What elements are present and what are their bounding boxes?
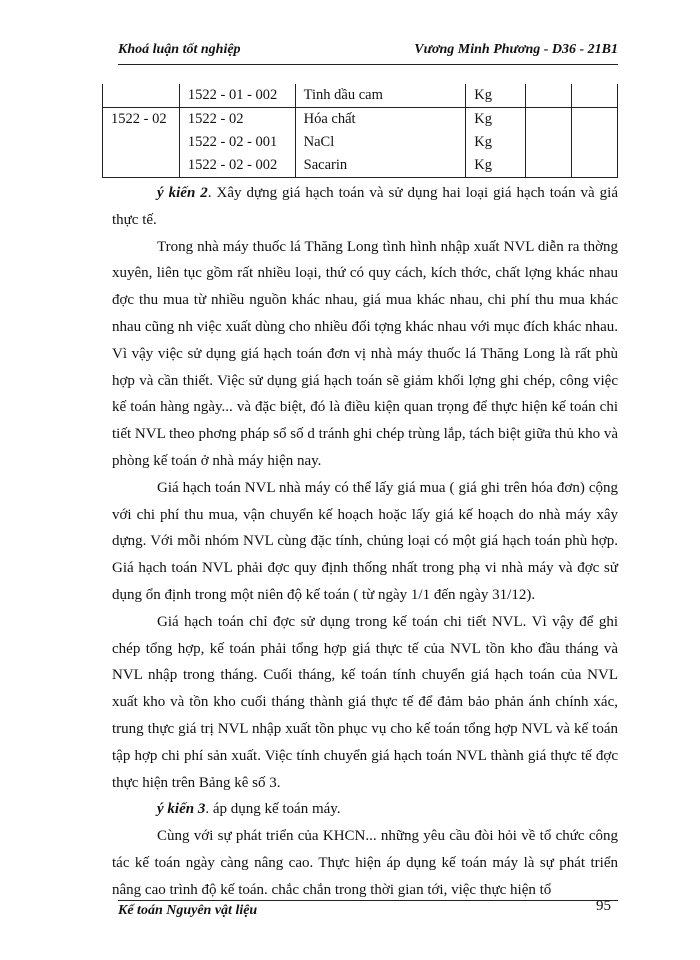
table-cell-name: Hóa chất — [295, 108, 466, 132]
table-cell-name: Tinh dầu cam — [295, 84, 466, 108]
table-cell-unit: Kg — [466, 84, 526, 108]
table-cell-group — [103, 131, 180, 154]
paragraph-4: Cùng với sự phát triển của KHCN... những yêu cầu đòi hỏi về tổ chức công tác kế toán ngày càng nâng cao. Thực hiện áp dụng kế toán máy là sự phát triển nâng cao trình độ kế toán. chắc chắn trong thời gian tới, việc thực hiện tổ — [112, 828, 618, 898]
opinion-2-paragraph — [112, 180, 618, 234]
table-cell-empty — [572, 131, 618, 154]
body-text — [112, 180, 618, 904]
table-cell-empty — [526, 108, 572, 132]
table-cell-empty — [572, 154, 618, 178]
table-cell-name: Sacarin — [295, 154, 466, 178]
table-row — [103, 131, 618, 154]
table-cell-empty — [526, 154, 572, 178]
page-number: 95 — [596, 898, 611, 914]
table-cell-group: 1522 - 02 — [103, 108, 180, 132]
footer-divider — [118, 900, 618, 901]
table-cell-code: 1522 - 02 - 002 — [179, 154, 295, 178]
table-row — [103, 154, 618, 178]
table-cell-code: 1522 - 02 - 001 — [179, 131, 295, 154]
table-cell-unit: Kg — [466, 108, 526, 132]
footer-title: Kế toán Nguyên vật liệu — [118, 903, 258, 918]
table-cell-unit: Kg — [466, 154, 526, 178]
material-code-table — [102, 84, 618, 178]
page-header — [118, 40, 618, 65]
table-cell-name: NaCl — [295, 131, 466, 154]
paragraph-2: Giá hạch toán NVL nhà máy có thể lấy giá mua ( giá ghi trên hóa đơn) cộng với chi phí thu mua, vận chuyển kế hoạch hoặc lấy giá kế hoạch do nhà máy xây dựng. Với mỗi nhóm NVL cùng đặc tính, chủng loại có một giá hạch toán phù hợp. Giá hạch toán NVL phải đợc quy định thống nhất trong phạ vi nhà máy và đợc sử dụng ổn định trong một niên độ kế toán ( từ ngày 1/1 đến ngày 31/12). — [112, 479, 618, 603]
table-cell-empty — [526, 131, 572, 154]
table-cell-code: 1522 - 01 - 002 — [179, 84, 295, 108]
opinion-3-paragraph — [112, 796, 618, 823]
table-cell-group — [103, 154, 180, 178]
opinion-3-text: . áp dụng kế toán máy. — [205, 801, 341, 818]
paragraph-1: Trong nhà máy thuốc lá Thăng Long tình hình nhập xuất NVL diễn ra thờng xuyên, liên tục gồm rất nhiều loại, thứ có quy cách, kích thớc, chất lợng khác nhau đợc thu mua từ nhiều nguồn khác nhau, giá mua khác nhau, chi phí thu mua khác nhau cũng nh việc xuất dùng cho nhiều đối tợng khác nhau với mục đích khác nhau. Vì vậy việc sử dụng giá hạch toán đơn vị nhà máy thuốc lá Thăng Long là rất phù hợp và cần thiết. Việc sử dụng giá hạch toán sẽ giảm khối lợng ghi chép, công việc kế toán hàng ngày... và đặc biệt, đó là điều kiện quan trọng để thực hiện kế toán chi tiết NVL theo phơng pháp sổ số d tránh ghi chép trùng lắp, tách biệt giữa thủ kho và phòng kế toán ở nhà máy hiện nay. — [112, 238, 618, 469]
table-cell-code: 1522 - 02 — [179, 108, 295, 132]
opinion-2-text: . Xây dựng giá hạch toán và sử dụng hai loại giá hạch toán và giá thực tế. — [112, 185, 618, 228]
header-right-text: Vương Minh Phương - D36 - 21B1 — [414, 42, 618, 57]
table-row — [103, 84, 618, 108]
opinion-3-label: ý kiến 3 — [157, 801, 206, 818]
paragraph-3: Giá hạch toán chỉ đợc sử dụng trong kế toán chi tiết NVL. Vì vậy để ghi chép tổng hợp, kế toán phải tổng hợp giá thực tế của NVL tồn kho đầu tháng và NVL nhập trong tháng. Cuối tháng, kế toán tính chuyển giá hạch toán của NVL xuất kho và tồn kho cuối tháng thành giá thực tế để đảm bảo phản ánh chính xác, trung thực giá trị NVL nhập xuất tồn phục vụ cho kế toán tổng hợp NVL và kế toán tập hợp chi phí sản xuất. Việc tính chuyển giá hạch toán NVL thành giá thực tế đợc thực hiện trên Bảng kê số 3. — [112, 613, 618, 791]
table-cell-empty — [526, 84, 572, 108]
table-cell-group — [103, 84, 180, 108]
table-cell-empty — [572, 108, 618, 132]
table-cell-empty — [572, 84, 618, 108]
opinion-2-label: ý kiến 2 — [157, 185, 208, 201]
table-cell-unit: Kg — [466, 131, 526, 154]
header-left-text: Khoá luận tốt nghiệp — [118, 42, 241, 57]
table-row — [103, 108, 618, 132]
